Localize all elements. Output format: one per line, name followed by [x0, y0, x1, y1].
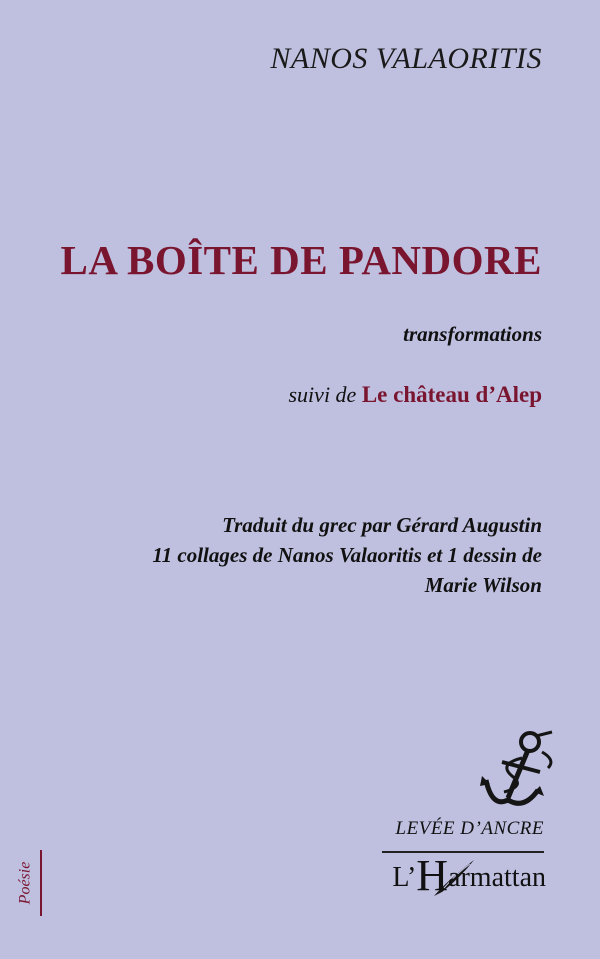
book-title: LA BOÎTE DE PANDORE — [60, 237, 542, 283]
credits-block — [42, 510, 542, 600]
divider — [382, 851, 544, 853]
credit-line: Marie Wilson — [424, 573, 542, 597]
publisher-initial: H — [416, 851, 449, 900]
publisher-prefix: L’ — [392, 862, 417, 893]
credit-line: 11 collages de Nanos Valaoritis et 1 dessin de — [152, 543, 542, 567]
publisher-name: armattan — [448, 862, 546, 893]
suivi-prefix: suivi de — [288, 382, 357, 407]
series-label — [10, 848, 40, 918]
credit-line: Traduit du grec par Gérard Augustin — [222, 513, 542, 537]
book-subtitle: transformations — [403, 322, 542, 346]
publisher-logo — [392, 851, 546, 900]
anchor-icon — [478, 728, 560, 820]
suivi-line — [289, 382, 543, 408]
collection-name: LEVÉE D’ANCRE — [395, 818, 544, 839]
second-title: Le château d’Alep — [361, 382, 542, 407]
series-rule — [40, 850, 42, 916]
author-name: NANOS VALAORITIS — [270, 42, 542, 75]
series-text: Poésie — [16, 861, 33, 905]
